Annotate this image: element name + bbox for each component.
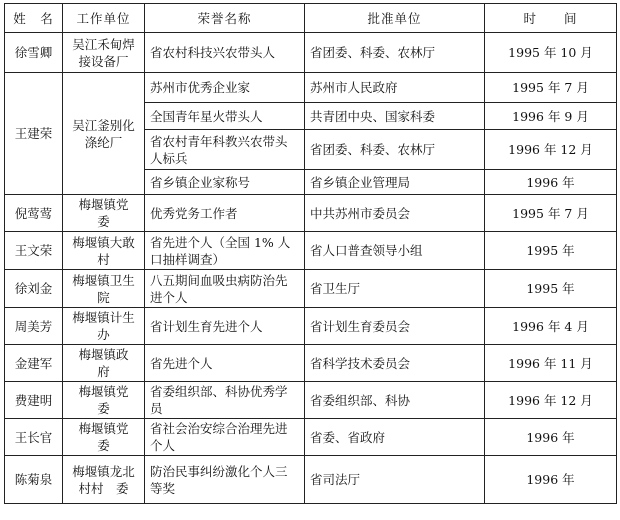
cell-name: 王建荣 <box>5 73 63 195</box>
cell-time: 1995 年 7 月 <box>485 73 617 103</box>
cell-unit: 梅堰镇大敢村 <box>63 232 145 270</box>
column-header-unit: 工作单位 <box>63 4 145 33</box>
cell-approver: 省人口普查领导小组 <box>305 232 485 270</box>
cell-honor: 省先进个人（全国 1% 人口抽样调查） <box>145 232 305 270</box>
table-header-row <box>5 4 617 33</box>
table-row <box>5 73 617 103</box>
table-row <box>5 382 617 419</box>
column-header-time: 时 间 <box>485 4 617 33</box>
column-header-honor: 荣誉名称 <box>145 4 305 33</box>
cell-honor: 省农村青年科教兴农带头人标兵 <box>145 130 305 170</box>
cell-time: 1996 年 4 月 <box>485 308 617 345</box>
cell-time: 1995 年 <box>485 232 617 270</box>
cell-name: 徐雪卿 <box>5 33 63 73</box>
cell-name: 周美芳 <box>5 308 63 345</box>
cell-name: 徐刘金 <box>5 270 63 308</box>
cell-approver: 省乡镇企业管理局 <box>305 170 485 195</box>
cell-name: 费建明 <box>5 382 63 419</box>
cell-honor: 全国青年星火带头人 <box>145 103 305 130</box>
cell-approver: 省计划生育委员会 <box>305 308 485 345</box>
table-row <box>5 419 617 456</box>
cell-name: 王长官 <box>5 419 63 456</box>
cell-approver: 省司法厅 <box>305 456 485 504</box>
cell-time: 1995 年 <box>485 270 617 308</box>
cell-unit: 梅堰镇卫生院 <box>63 270 145 308</box>
cell-time: 1996 年 11 月 <box>485 345 617 382</box>
cell-unit: 吴江禾甸焊接设备厂 <box>63 33 145 73</box>
cell-approver: 省卫生厅 <box>305 270 485 308</box>
cell-unit: 梅堰镇党 委 <box>63 419 145 456</box>
cell-unit: 梅堰镇党 委 <box>63 382 145 419</box>
cell-time: 1996 年 9 月 <box>485 103 617 130</box>
table-row <box>5 308 617 345</box>
cell-unit: 梅堰镇政 府 <box>63 345 145 382</box>
table-row <box>5 270 617 308</box>
cell-honor: 省先进个人 <box>145 345 305 382</box>
cell-honor: 优秀党务工作者 <box>145 195 305 232</box>
document-page <box>4 3 616 504</box>
cell-honor: 防治民事纠纷激化个人三等奖 <box>145 456 305 504</box>
cell-name: 陈菊泉 <box>5 456 63 504</box>
cell-honor: 省委组织部、科协优秀学员 <box>145 382 305 419</box>
cell-time: 1996 年 <box>485 170 617 195</box>
cell-name: 金建军 <box>5 345 63 382</box>
cell-time: 1995 年 10 月 <box>485 33 617 73</box>
table-row <box>5 33 617 73</box>
table-row <box>5 232 617 270</box>
cell-approver: 省科学技术委员会 <box>305 345 485 382</box>
table-row <box>5 195 617 232</box>
cell-approver: 苏州市人民政府 <box>305 73 485 103</box>
cell-honor: 八五期间血吸虫病防治先进个人 <box>145 270 305 308</box>
cell-honor: 苏州市优秀企业家 <box>145 73 305 103</box>
cell-approver: 省团委、科委、农林厅 <box>305 33 485 73</box>
cell-honor: 省计划生育先进个人 <box>145 308 305 345</box>
cell-approver: 省委、省政府 <box>305 419 485 456</box>
cell-time: 1995 年 7 月 <box>485 195 617 232</box>
cell-honor: 省农村科技兴农带头人 <box>145 33 305 73</box>
cell-time: 1996 年 12 月 <box>485 130 617 170</box>
cell-approver: 省团委、科委、农林厅 <box>305 130 485 170</box>
honors-table <box>4 3 617 504</box>
cell-name: 王文荣 <box>5 232 63 270</box>
cell-honor: 省社会治安综合治理先进个人 <box>145 419 305 456</box>
cell-time: 1996 年 <box>485 419 617 456</box>
column-header-name: 姓 名 <box>5 4 63 33</box>
cell-unit: 吴江釜别化涤纶厂 <box>63 73 145 195</box>
cell-approver: 省委组织部、科协 <box>305 382 485 419</box>
cell-unit: 梅堰镇计生办 <box>63 308 145 345</box>
cell-time: 1996 年 12 月 <box>485 382 617 419</box>
cell-approver: 中共苏州市委员会 <box>305 195 485 232</box>
table-body <box>5 33 617 504</box>
cell-time: 1996 年 <box>485 456 617 504</box>
table-row <box>5 345 617 382</box>
cell-name: 倪莺莺 <box>5 195 63 232</box>
cell-unit: 梅堰镇党 委 <box>63 195 145 232</box>
cell-unit: 梅堰镇龙北村村 委 <box>63 456 145 504</box>
table-row <box>5 456 617 504</box>
column-header-approver: 批准单位 <box>305 4 485 33</box>
cell-honor: 省乡镇企业家称号 <box>145 170 305 195</box>
cell-approver: 共青团中央、国家科委 <box>305 103 485 130</box>
